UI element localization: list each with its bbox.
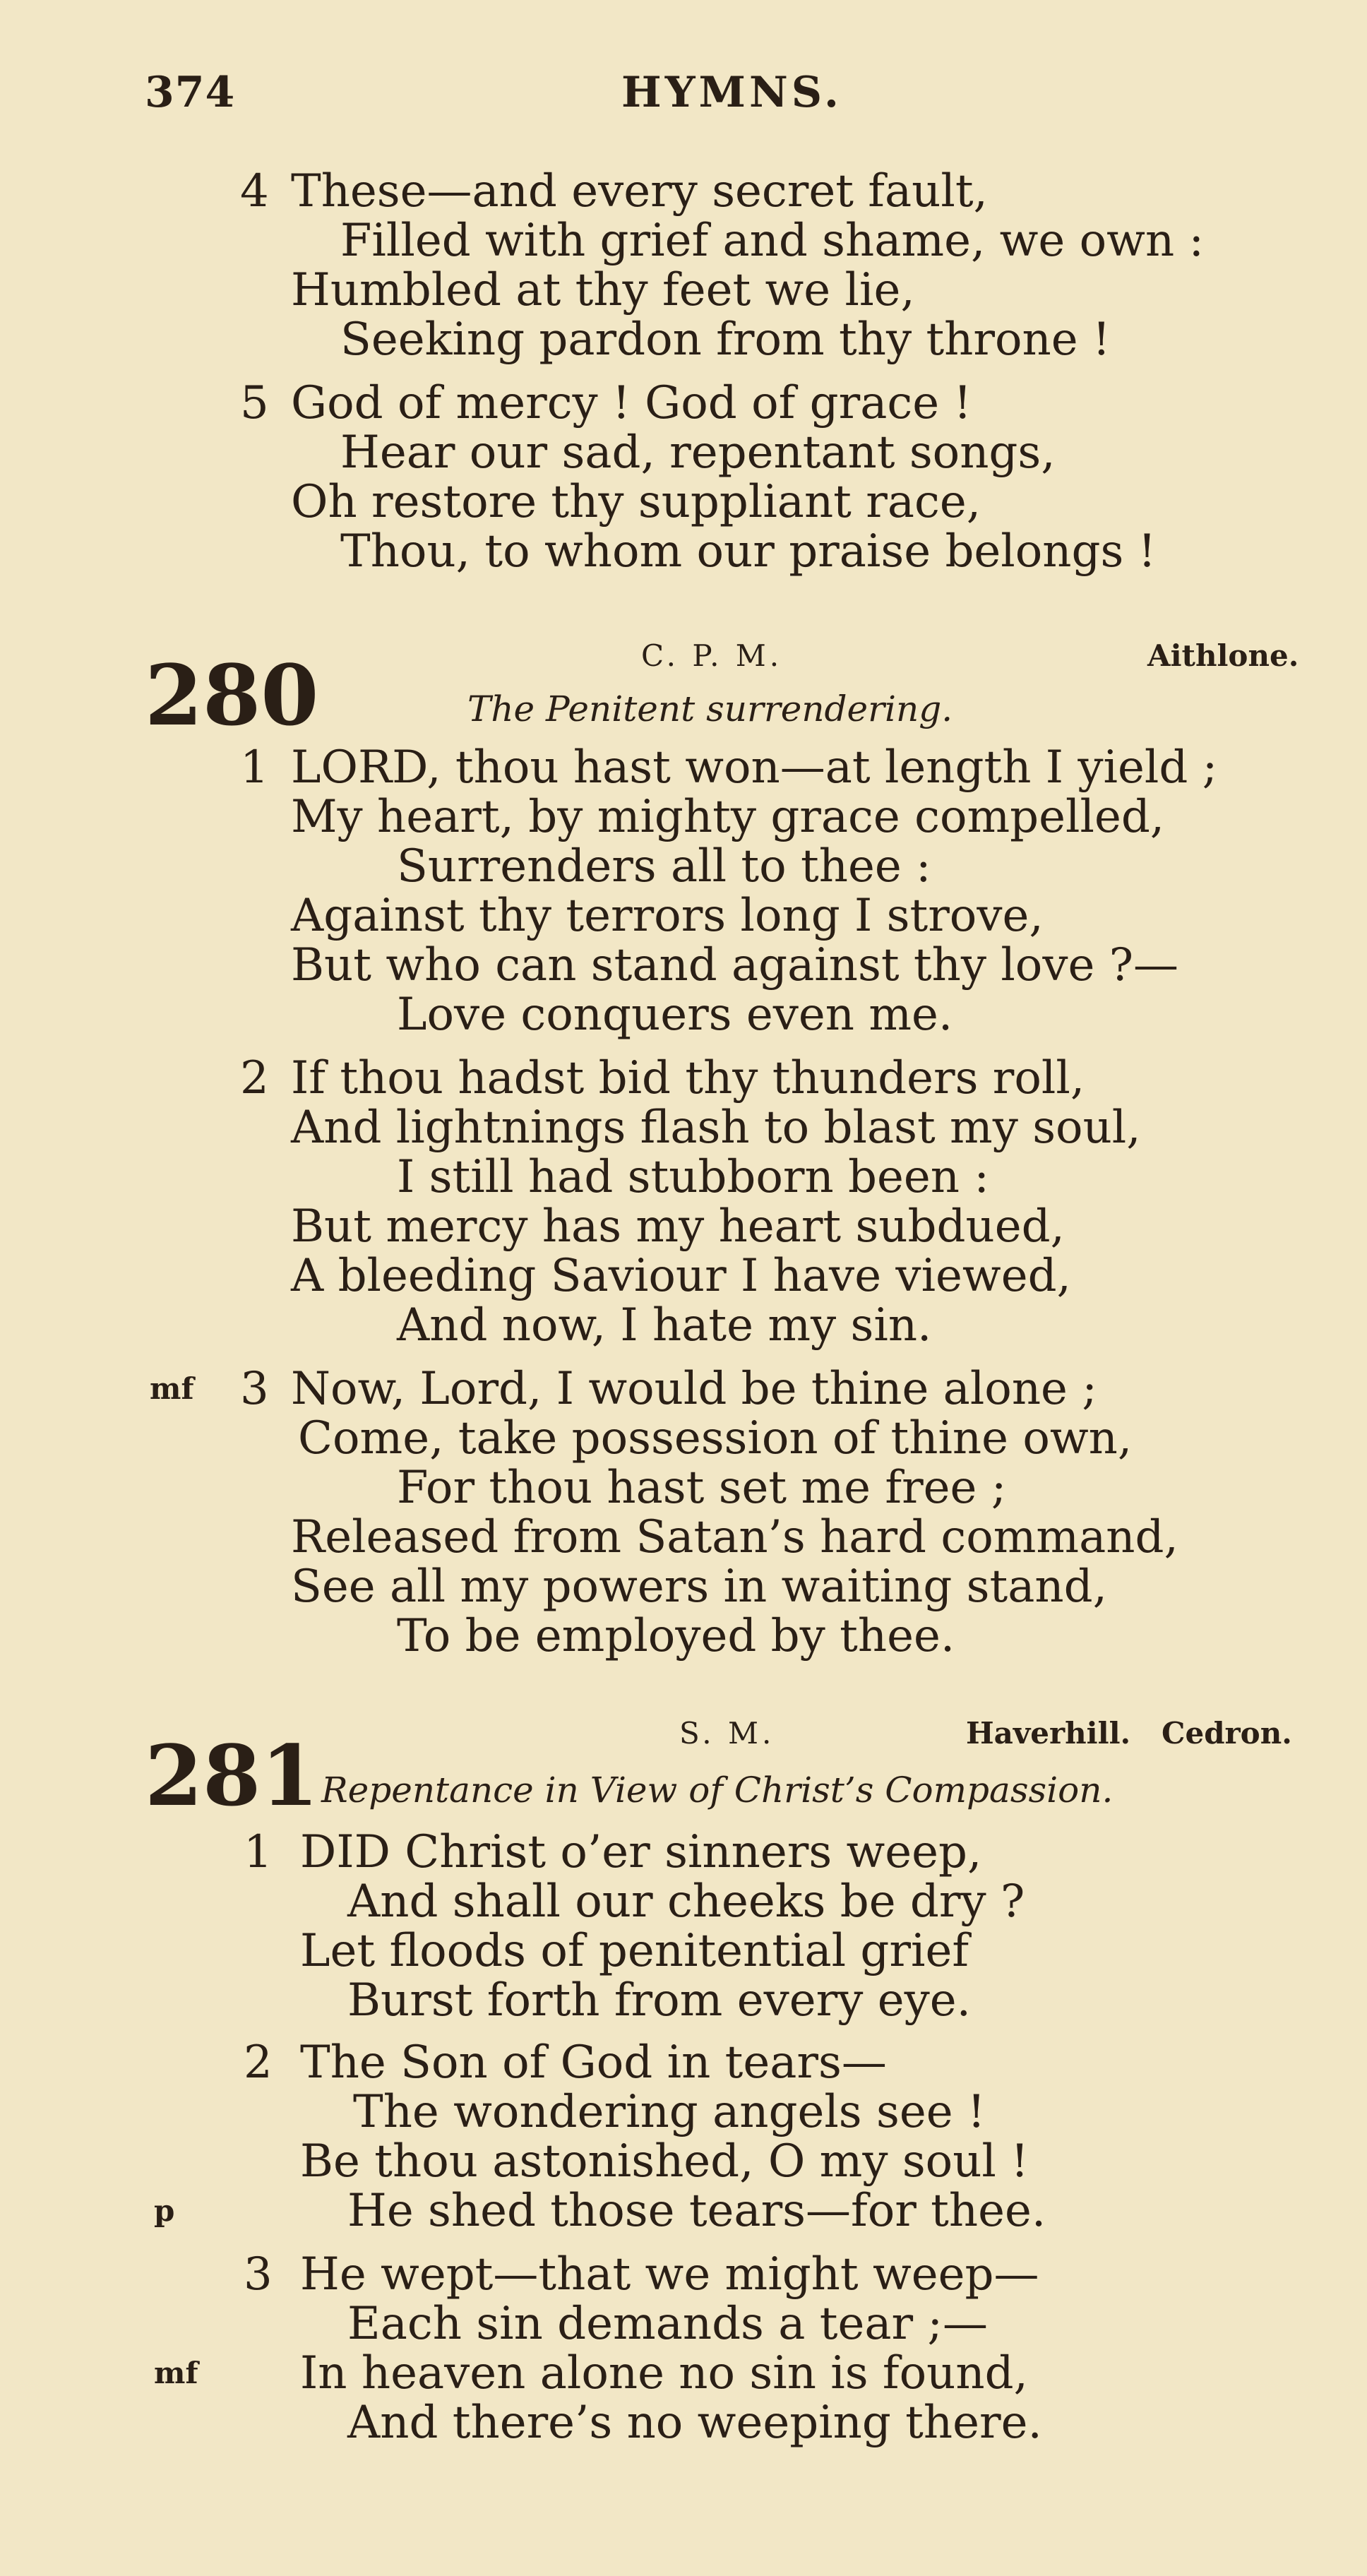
verse-line: Surrenders all to thee :: [397, 840, 931, 893]
verse-line: Thou, to whom our praise belongs !: [340, 525, 1157, 578]
verse-line: In heaven alone no sin is found,: [300, 2347, 1028, 2399]
verse-line: And now, I hate my sin.: [397, 1299, 932, 1352]
stanza-number: 1: [240, 741, 269, 794]
dynamic-marking: mf: [154, 2356, 198, 2390]
verse-line: But who can stand against thy love ?—: [291, 939, 1178, 991]
hymn-tune: Aithlone.: [1147, 638, 1299, 673]
verse-line: And there’s no weeping there.: [347, 2397, 1042, 2449]
verse-line: Seeking pardon from thy throne !: [340, 314, 1111, 366]
verse-line: He wept—that we might weep—: [300, 2248, 1039, 2301]
verse-line: Against thy terrors long I strove,: [291, 890, 1044, 942]
verse-line: These—and every secret fault,: [291, 165, 988, 217]
verse-line: I still had stubborn been :: [397, 1151, 989, 1203]
verse-line: The Son of God in tears—: [300, 2037, 887, 2089]
verse-line: But mercy has my heart subdued,: [291, 1200, 1065, 1253]
hymn-title: The Penitent surrendering.: [467, 688, 953, 729]
running-title: HYMNS.: [621, 68, 842, 117]
stanza-number: 2: [244, 2037, 273, 2089]
verse-line: To be employed by thee.: [397, 1610, 955, 1662]
hymn-title: Repentance in View of Christ’s Compassion.: [321, 1770, 1114, 1811]
dynamic-marking: p: [154, 2193, 175, 2228]
verse-line: The wondering angels see !: [353, 2086, 986, 2138]
stanza-number: 4: [240, 165, 269, 217]
stanza-number: 1: [244, 1826, 273, 1878]
verse-line: For thou hast set me free ;: [397, 1462, 1007, 1514]
stanza-number: 3: [240, 1363, 269, 1415]
hymn-number: 280: [145, 646, 319, 744]
verse-line: And shall our cheeks be dry ?: [347, 1876, 1025, 1928]
verse-line: Let floods of penitential grief: [300, 1925, 969, 1977]
verse-line: Filled with grief and shame, we own :: [340, 215, 1205, 267]
stanza-number: 2: [240, 1052, 269, 1104]
verse-line: Humbled at thy feet we lie,: [291, 264, 915, 316]
verse-line: Love conquers even me.: [397, 989, 953, 1041]
verse-line: God of mercy ! God of grace !: [291, 377, 972, 429]
verse-line: Oh restore thy suppliant race,: [291, 476, 981, 528]
hymn-tune: Haverhill. Cedron.: [966, 1716, 1292, 1751]
hymn-number: 281: [145, 1727, 319, 1825]
verse-line: If thou hadst bid thy thunders roll,: [291, 1052, 1085, 1104]
verse-line: He shed those tears—for thee.: [347, 2185, 1046, 2237]
verse-line: Hear our sad, repentant songs,: [340, 427, 1056, 479]
verse-line: Be thou astonished, O my soul !: [300, 2135, 1029, 2188]
hymn-meter: S. M.: [679, 1716, 775, 1751]
dynamic-marking: mf: [150, 1371, 194, 1406]
stanza-number: 5: [240, 377, 269, 429]
verse-line: Each sin demands a tear ;—: [347, 2298, 988, 2350]
verse-line: See all my powers in waiting stand,: [291, 1561, 1107, 1613]
page-number: 374: [145, 68, 236, 117]
verse-line: Come, take possession of thine own,: [298, 1412, 1133, 1465]
verse-line: Burst forth from every eye.: [347, 1974, 971, 2027]
verse-line: DID Christ o’er sinners weep,: [300, 1826, 982, 1878]
verse-line: And lightnings flash to blast my soul,: [291, 1102, 1141, 1154]
verse-line: Now, Lord, I would be thine alone ;: [291, 1363, 1097, 1415]
verse-line: Released from Satan’s hard command,: [291, 1511, 1178, 1563]
hymn-meter: C. P. M.: [641, 638, 783, 673]
stanza-number: 3: [244, 2248, 273, 2301]
verse-line: My heart, by mighty grace compelled,: [291, 791, 1165, 843]
verse-line: A bleeding Saviour I have viewed,: [291, 1250, 1071, 1302]
verse-line: LORD, thou hast won—at length I yield ;: [291, 741, 1218, 794]
